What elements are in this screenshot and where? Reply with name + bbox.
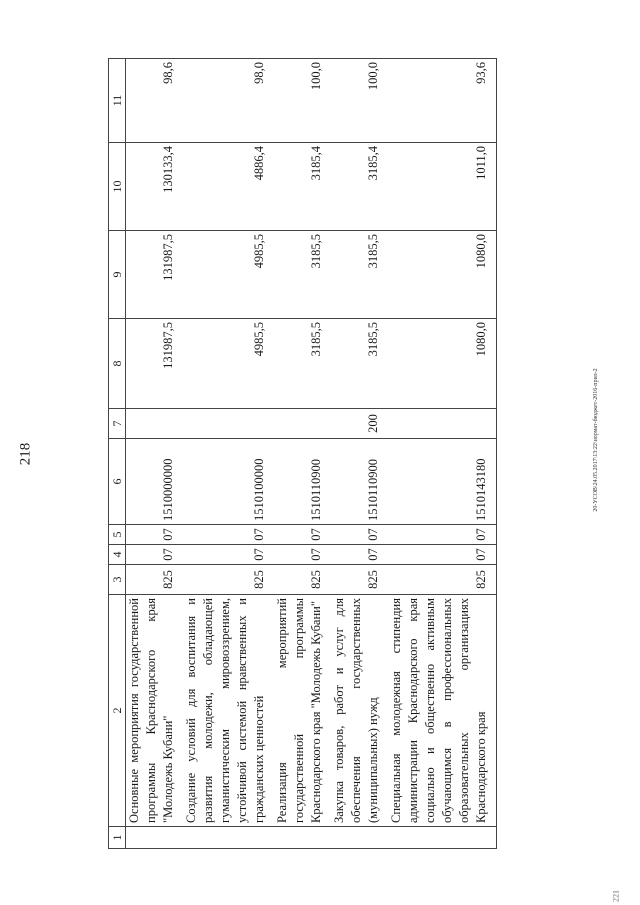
row-refined: 3185,5 bbox=[274, 231, 331, 319]
row-refined: 4985,5 bbox=[183, 231, 274, 319]
row-csr: 1510100000 bbox=[183, 439, 274, 525]
row-name: Закупка товаров, работ и услуг для обеспечения государственных (муниципальных) нужд bbox=[331, 595, 388, 827]
row-executed: 4886,4 bbox=[183, 143, 274, 231]
row-name: Специальная молодежная стипендия администрации Краснодарского края социально и общественно активным обучающимся в профессиональных образовательных организациях Краснодарского края bbox=[388, 595, 497, 827]
row-vr bbox=[274, 409, 331, 439]
table-row bbox=[388, 59, 497, 849]
row-pr: 07 bbox=[331, 525, 388, 545]
row-percent: 100,0 bbox=[274, 59, 331, 143]
row-vr: 200 bbox=[331, 409, 388, 439]
header-cell: 3 bbox=[109, 565, 126, 595]
row-number-cell bbox=[183, 827, 274, 849]
row-pr: 07 bbox=[126, 525, 184, 545]
header-cell: 10 bbox=[109, 143, 126, 231]
page-number: 218 bbox=[17, 442, 34, 466]
header-cell: 9 bbox=[109, 231, 126, 319]
header-cell: 2 bbox=[109, 595, 126, 827]
row-vr bbox=[183, 409, 274, 439]
header-cell: 7 bbox=[109, 409, 126, 439]
corner-mark: 221 bbox=[611, 890, 621, 902]
row-csr: 1510000000 bbox=[126, 439, 184, 525]
row-executed: 3185,4 bbox=[274, 143, 331, 231]
row-executed: 1011,0 bbox=[388, 143, 497, 231]
row-ved: 825 bbox=[183, 565, 274, 595]
row-ved: 825 bbox=[126, 565, 184, 595]
header-cell: 11 bbox=[109, 59, 126, 143]
budget-table bbox=[108, 58, 497, 849]
header-cell: 6 bbox=[109, 439, 126, 525]
footer-file-path: 20-УСОВ\24.05.2017\13:22\нормат-бюджет-2016-прил-2 bbox=[593, 368, 599, 512]
row-vr bbox=[126, 409, 184, 439]
row-vr bbox=[388, 409, 497, 439]
row-rz: 07 bbox=[388, 545, 497, 565]
row-ved: 825 bbox=[388, 565, 497, 595]
row-executed: 130133,4 bbox=[126, 143, 184, 231]
row-ved: 825 bbox=[274, 565, 331, 595]
header-row bbox=[109, 59, 126, 849]
row-ved: 825 bbox=[331, 565, 388, 595]
header-cell: 1 bbox=[109, 827, 126, 849]
header-cell: 5 bbox=[109, 525, 126, 545]
row-percent: 100,0 bbox=[331, 59, 388, 143]
row-executed: 3185,4 bbox=[331, 143, 388, 231]
row-percent: 98,6 bbox=[126, 59, 184, 143]
row-rz: 07 bbox=[274, 545, 331, 565]
row-plan: 131987,5 bbox=[126, 319, 184, 409]
row-csr: 1510143180 bbox=[388, 439, 497, 525]
row-number-cell bbox=[274, 827, 331, 849]
row-number-cell bbox=[331, 827, 388, 849]
table-row bbox=[274, 59, 331, 849]
header-cell: 4 bbox=[109, 545, 126, 565]
row-refined: 1080,0 bbox=[388, 231, 497, 319]
header-cell: 8 bbox=[109, 319, 126, 409]
row-percent: 93,6 bbox=[388, 59, 497, 143]
row-csr: 1510110900 bbox=[331, 439, 388, 525]
row-plan: 3185,5 bbox=[274, 319, 331, 409]
row-pr: 07 bbox=[388, 525, 497, 545]
row-refined: 131987,5 bbox=[126, 231, 184, 319]
row-csr: 1510110900 bbox=[274, 439, 331, 525]
row-plan: 4985,5 bbox=[183, 319, 274, 409]
row-name: Реализация мероприятий государственной программы Краснодарского края "Молодежь Кубани" bbox=[274, 595, 331, 827]
row-refined: 3185,5 bbox=[331, 231, 388, 319]
budget-table-sheet bbox=[108, 59, 528, 849]
row-number-cell bbox=[126, 827, 184, 849]
table-row bbox=[183, 59, 274, 849]
row-pr: 07 bbox=[274, 525, 331, 545]
row-pr: 07 bbox=[183, 525, 274, 545]
row-rz: 07 bbox=[126, 545, 184, 565]
row-name: Основные мероприятия государственной программы Краснодарского края "Молодежь Кубани" bbox=[126, 595, 184, 827]
row-rz: 07 bbox=[183, 545, 274, 565]
table-row bbox=[126, 59, 184, 849]
table-row bbox=[331, 59, 388, 849]
row-percent: 98,0 bbox=[183, 59, 274, 143]
row-number-cell bbox=[388, 827, 497, 849]
row-plan: 3185,5 bbox=[331, 319, 388, 409]
row-plan: 1080,0 bbox=[388, 319, 497, 409]
row-name: Создание условий для воспитания и развития молодежи, обладающей гуманистическим мировоззрением, устойчивой системой нравственных и гражданских ценностей bbox=[183, 595, 274, 827]
row-rz: 07 bbox=[331, 545, 388, 565]
